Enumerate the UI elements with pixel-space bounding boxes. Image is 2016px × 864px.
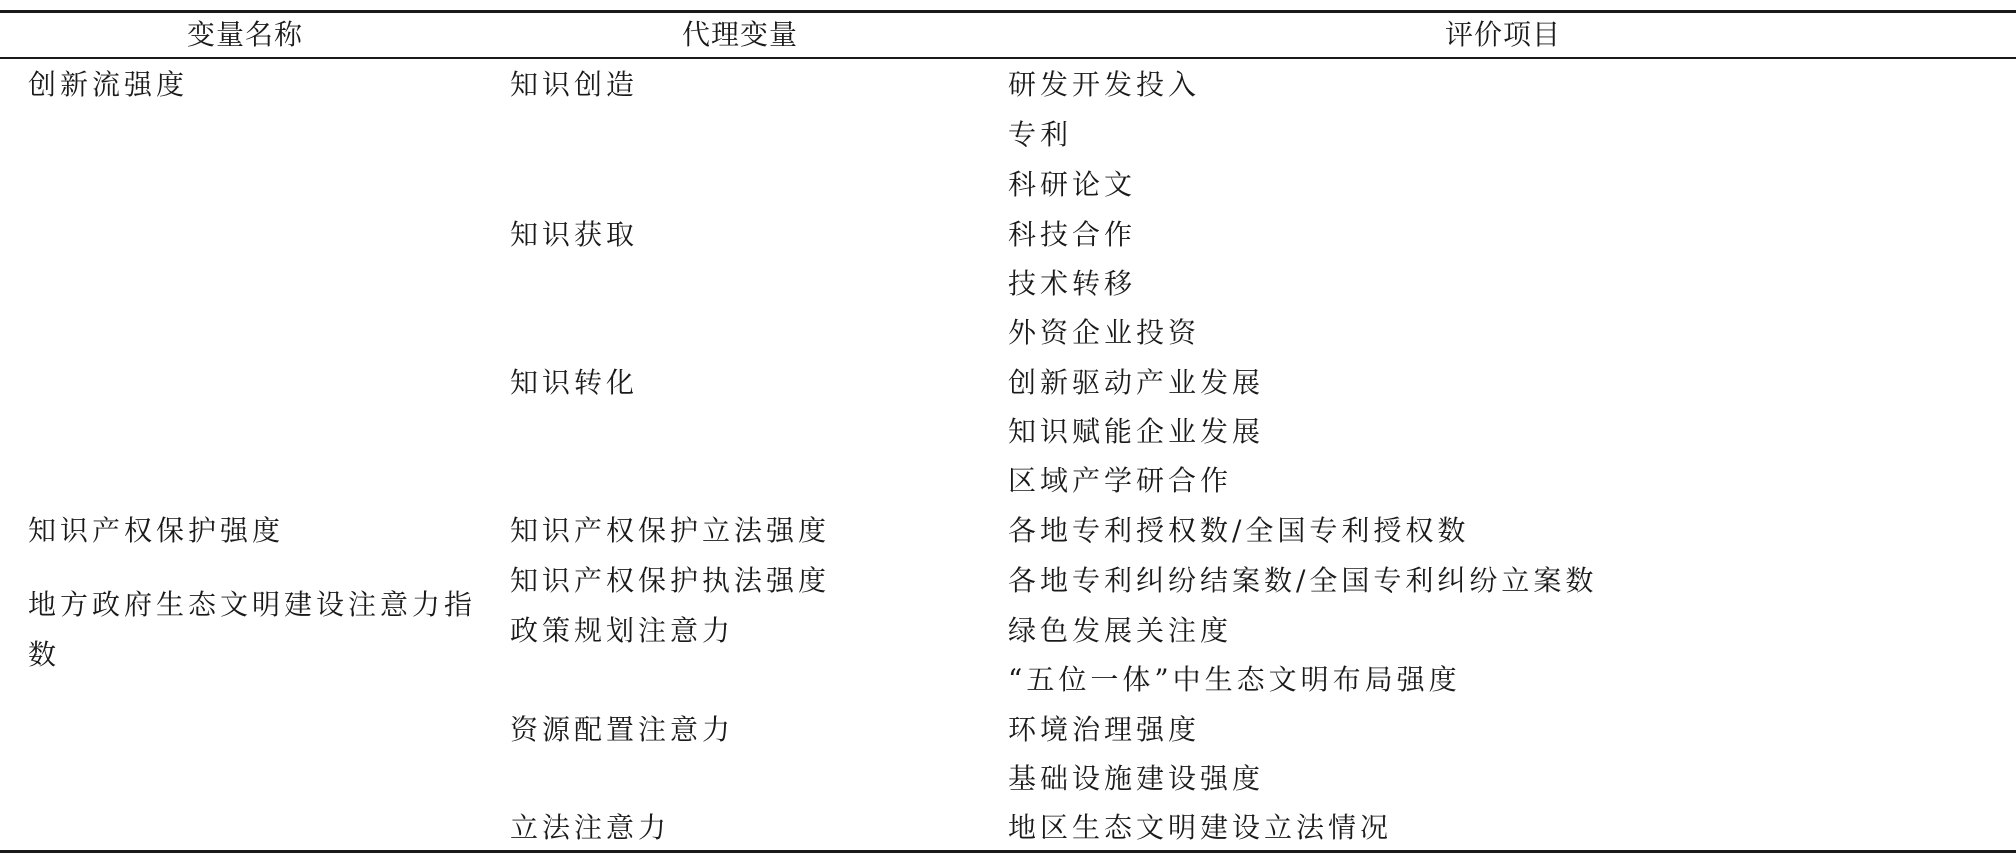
proxy-variable: 知识产权保护执法强度 <box>510 564 831 597</box>
proxy-variable: 政策规划注意力 <box>510 614 735 647</box>
proxy-variable: 知识产权保护立法强度 <box>510 514 831 547</box>
evaluation-item: 环境治理强度 <box>1008 713 1201 746</box>
evaluation-item: 技术转移 <box>1008 267 1137 300</box>
evaluation-item: 区域产学研合作 <box>1008 464 1233 497</box>
header-rule <box>0 57 2016 59</box>
proxy-variable: 知识创造 <box>510 68 639 101</box>
evaluation-item: 专利 <box>1008 118 1073 151</box>
header-variable-name: 变量名称 <box>186 18 303 51</box>
evaluation-item: 基础设施建设强度 <box>1008 762 1265 795</box>
evaluation-item: 各地专利授权数/全国专利授权数 <box>1008 514 1470 547</box>
evaluation-item: 科技合作 <box>1008 218 1137 251</box>
proxy-variable: 知识获取 <box>510 218 639 251</box>
evaluation-item: 创新驱动产业发展 <box>1008 366 1265 399</box>
header-evaluation-item: 评价项目 <box>1444 18 1561 51</box>
proxy-variable: 立法注意力 <box>510 811 671 844</box>
proxy-variable: 知识转化 <box>510 366 639 399</box>
evaluation-item: 研发开发投入 <box>1008 68 1201 101</box>
evaluation-item: 知识赋能企业发展 <box>1008 415 1265 448</box>
evaluation-item: 科研论文 <box>1008 168 1137 201</box>
evaluation-item: 绿色发展关注度 <box>1008 614 1233 647</box>
bottom-rule <box>0 850 2016 853</box>
proxy-variable: 资源配置注意力 <box>510 713 735 746</box>
variable-name-gov-attention: 地方政府生态文明建设注意力指数 <box>28 588 477 671</box>
evaluation-item: “五位一体”中生态文明布局强度 <box>1008 663 1461 696</box>
top-rule <box>0 10 2016 13</box>
evaluation-item: 各地专利纠纷结案数/全国专利纠纷立案数 <box>1008 564 1598 597</box>
evaluation-item: 地区生态文明建设立法情况 <box>1008 811 1393 844</box>
header-proxy-variable: 代理变量 <box>681 18 798 51</box>
evaluation-item: 外资企业投资 <box>1008 316 1201 349</box>
variable-name: 知识产权保护强度 <box>28 514 285 547</box>
variable-name: 创新流强度 <box>28 68 189 101</box>
